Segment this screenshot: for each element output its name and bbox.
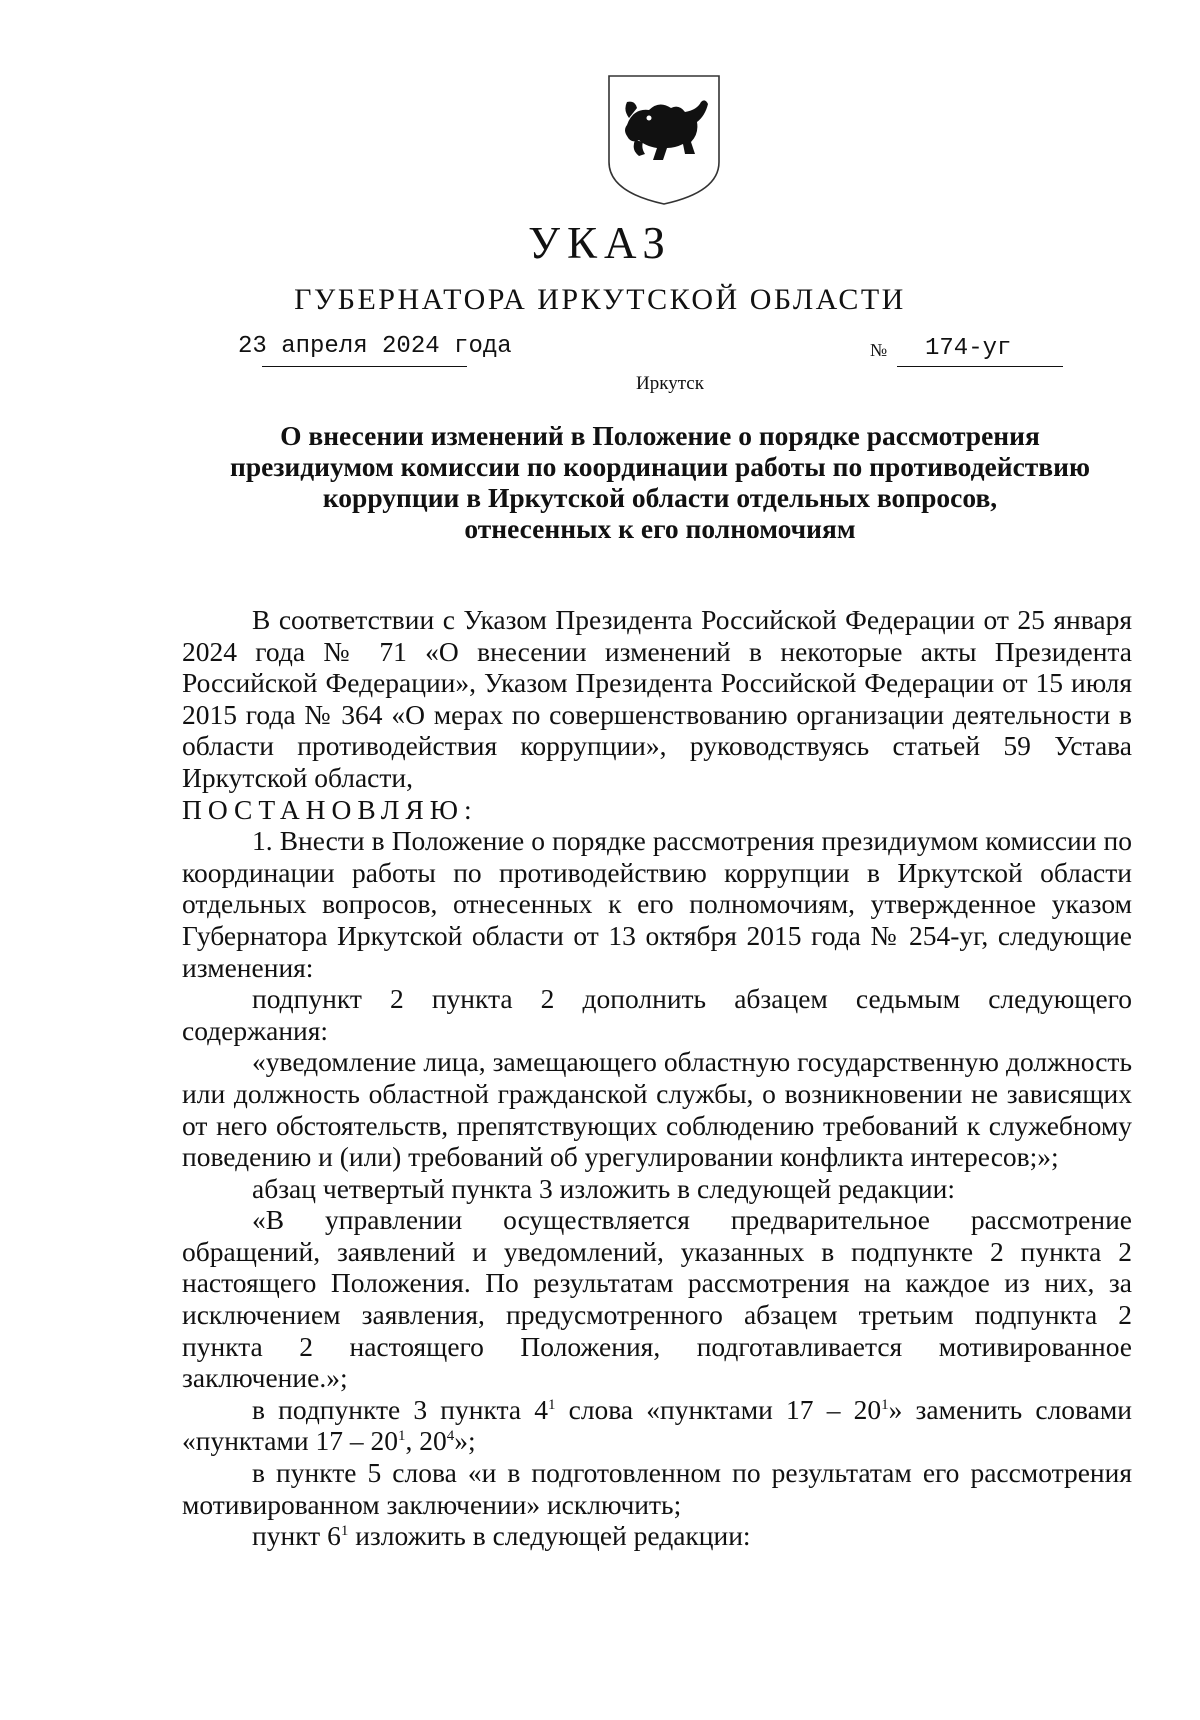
document-body (182, 604, 1132, 1552)
number-sign: № (870, 340, 888, 360)
superscript: 1 (340, 1523, 349, 1540)
document-title: УКАЗ (528, 218, 672, 268)
decree-number: 174-уг (925, 335, 1012, 362)
date-underline (262, 366, 467, 367)
heading-line: президиумом комиссии по координации работы по противодействию (229, 451, 1091, 482)
quoted-paragraph: «В управлении осуществляется предварительное рассмотрение обращений, заявлений и уведомлений, указанных в подпункте 2 пункта 2 настоящего Положения. По результатам рассмотрения на каждое из них, за исключением заявления, предусмотренного абзацем третьим подпункта 2 пункта 2 настоящего Положения, подготавливается мотивированное заключение.»; (182, 1204, 1132, 1394)
superscript: 4 (446, 1428, 455, 1445)
superscript: 1 (398, 1428, 406, 1445)
text-run: в подпункте 3 пункта 4 (252, 1393, 548, 1425)
preamble-paragraph: В соответствии с Указом Президента Российской Федерации от 25 января 2024 года № 71 «О внесении изменений в некоторые акты Президента Российской Федерации», Указом Президента Российской Федерации от 15 июля 2015 года № 364 «О мерах по совершенствованию организации деятельности в области противодействия коррупции», руководствуясь статьей 59 Устава Иркутской области, (182, 604, 1132, 793)
city-name: Иркутск (636, 373, 704, 394)
heading-line: коррупции в Иркутской области отдельных вопросов, (322, 482, 998, 513)
text-run: »; (454, 1425, 476, 1457)
amendment-paragraph: в пункте 5 слова «и в подготовленном по результатам его рассмотрения мотивированном заключении» исключить; (182, 1457, 1132, 1520)
text-run: пункт 6 (252, 1520, 341, 1552)
text-run: , 20 (405, 1425, 447, 1457)
superscript: 1 (881, 1396, 889, 1413)
amendment-paragraph: абзац четвертый пункта 3 изложить в следующей редакции: (252, 1172, 956, 1204)
amendment-paragraph-superscripts (182, 1394, 1132, 1457)
superscript: 1 (547, 1396, 556, 1413)
coat-of-arms-emblem (605, 70, 723, 208)
number-underline (897, 366, 1063, 367)
clause-1-paragraph: 1. Внести в Положение о порядке рассмотрения президиумом комиссии по координации работы по противодействию коррупции в Иркутской области отдельных вопросов, отнесенных к его полномочиям, утвержденное указом Губернатора Иркутской области от 13 октября 2015 года № 254-уг, следующие изменения: (182, 825, 1132, 983)
amendment-paragraph-superscripts (182, 1520, 1132, 1552)
heading-line: отнесенных к его полномочиям (464, 513, 856, 544)
document-subtitle: ГУБЕРНАТОРА ИРКУТСКОЙ ОБЛАСТИ (294, 283, 906, 316)
text-run: » заменить словами «пунктами 17 – 20 (182, 1393, 1132, 1457)
decree-date: 23 апреля 2024 года (238, 333, 512, 360)
decree-heading (200, 420, 1120, 544)
text-run: изложить в следующей редакции: (348, 1520, 751, 1552)
heading-line: О внесении изменений в Положение о порядке рассмотрения (280, 420, 1040, 451)
amendment-paragraph: подпункт 2 пункта 2 дополнить абзацем седьмым следующего содержания: (182, 983, 1132, 1046)
text-run: слова «пунктами 17 – 20 (555, 1393, 882, 1425)
quoted-paragraph: «уведомление лица, замещающего областную государственную должность или должность областной гражданской службы, о возникновении не зависящих от него обстоятельств, препятствующих соблюдению требований к служебному поведению и (или) требований об урегулировании конфликта интересов;»; (182, 1046, 1132, 1173)
decree-word: ПОСТАНОВЛЯЮ: (182, 793, 478, 825)
